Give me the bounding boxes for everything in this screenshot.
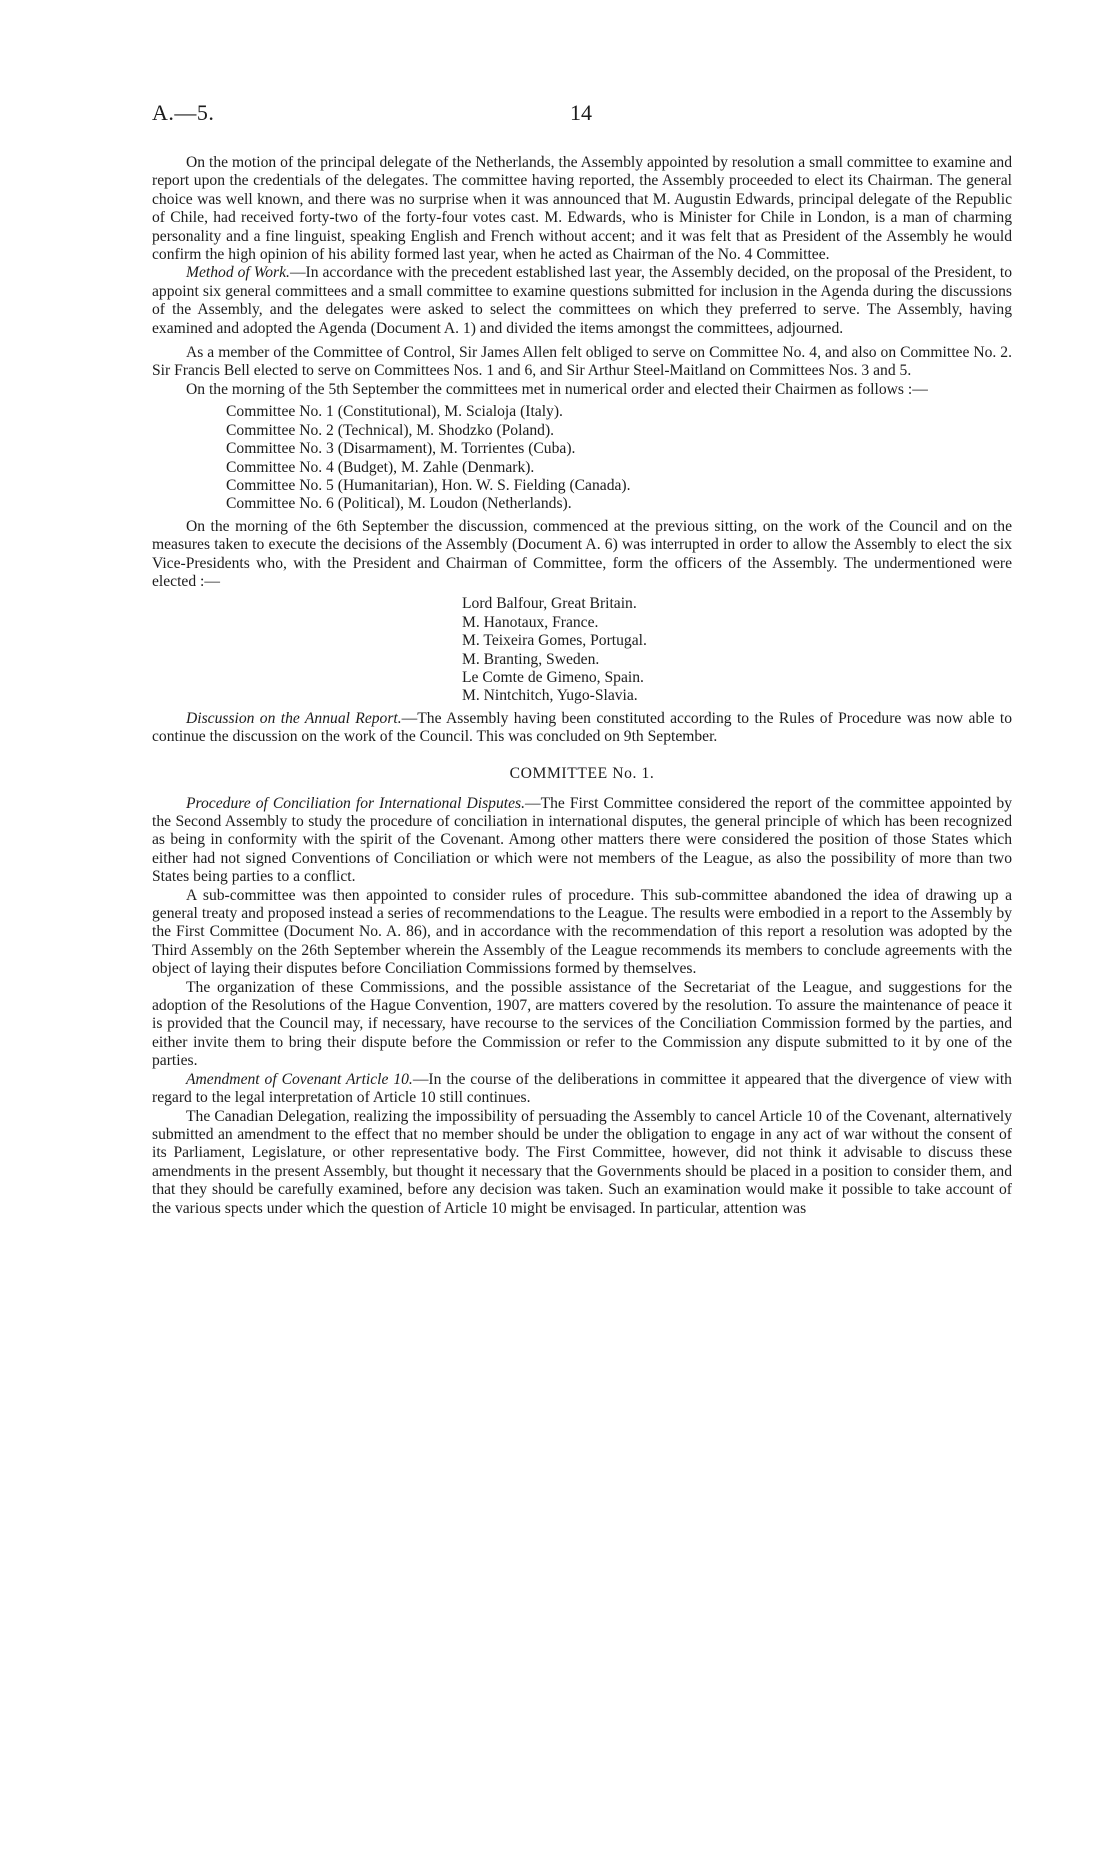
list-item: M. Branting, Sweden.: [462, 650, 600, 668]
paragraph-title: Procedure of Conciliation for International Disputes.: [186, 794, 525, 812]
paragraph-text: —In the course of the deliberations in committee it appeared that the divergence of view with regard to the legal interpretation of Article 10 still continues.: [152, 1070, 1012, 1107]
paragraph-title: Method of Work.: [186, 264, 290, 282]
vice-presidents-list: [462, 595, 1012, 705]
paragraph-vice-presidents: On the morning of the 6th September the discussion, commenced at the previous sitting, on the work of the Council and on the measures taken to execute the decisions of the Assembly (Document A. 6) was interrupted in order to allow the Assembly to elect the six Vice-Presidents who, with the President and Chairman of Committee, form the officers of the Assembly. The undermentioned were elected :—: [152, 517, 1012, 590]
list-item: Committee No. 4 (Budget), M. Zahle (Denmark).: [226, 458, 535, 476]
paragraph-text: —In accordance with the precedent established last year, the Assembly decided, on the proposal of the President, to appoint six general committees and a small committee to examine questions submitted for inclusion in the Agenda during the discussions of the Assembly, and the delegates were asked to select the committees on which they preferred to serve. The Assembly, having examined and adopted the Agenda (Document A. 1) and divided the items amongst the committees, adjourned.: [152, 264, 1012, 337]
page-number: 14: [570, 100, 592, 125]
paragraph-method-of-work: [152, 264, 1012, 338]
section-heading: COMMITTEE No. 1.: [509, 764, 655, 782]
committee-chairmen-list: [226, 403, 1012, 513]
paragraph-title: Discussion on the Annual Report.: [186, 709, 402, 727]
paragraph-commissions: The organization of these Commissions, and the possible assistance of the Secretariat of the League, and suggestions for the adoption of the Resolutions of the Hague Convention, 1907, are matters covered by the resolution. To assure the maintenance of peace it is provided that the Council may, if necessary, have recourse to the services of the Conciliation Commission formed by the parties, and either invite them to bring their dispute before the Commission or refer to the Commission any dispute submitted to it by one of the parties.: [152, 978, 1012, 1070]
list-item: M. Nintchitch, Yugo-Slavia.: [462, 687, 638, 705]
list-item: Committee No. 3 (Disarmament), M. Torrientes (Cuba).: [226, 440, 576, 458]
list-item: M. Teixeira Gomes, Portugal.: [462, 632, 647, 650]
list-item: Lord Balfour, Great Britain.: [462, 595, 637, 613]
list-item: M. Hanotaux, France.: [462, 613, 599, 631]
list-item: Committee No. 6 (Political), M. Loudon (Netherlands).: [226, 495, 572, 513]
paragraph-annual-report: [152, 710, 1012, 747]
list-item: Committee No. 2 (Technical), M. Shodzko (Poland).: [226, 421, 555, 439]
paragraph-conciliation-procedure: [152, 795, 1012, 887]
paragraph-credentials: On the motion of the principal delegate of the Netherlands, the Assembly appointed by resolution a small committee to examine and report upon the credentials of the delegates. The committee having reported, the Assembly proceeded to elect its Chairman. The general choice was well known, and there was no surprise when it was announced that M. Augustin Edwards, principal delegate of the Republic of Chile, had received forty-two of the forty-four votes cast. M. Edwards, who is Minister for Chile in London, is a man of charming personality and a fine linguist, speaking English and French without accent; and it was felt that as President of the Assembly he would confirm the high opinion of his ability formed last year, when he acted as Chairman of the No. 4 Committee.: [152, 154, 1012, 264]
paragraph-article-10: [152, 1071, 1012, 1108]
list-item: Committee No. 5 (Humanitarian), Hon. W. S. Fielding (Canada).: [226, 476, 631, 494]
document-page: [152, 100, 1012, 1218]
paragraph-chairmen-intro: On the morning of the 5th September the committees met in numerical order and elected their Chairmen as follows :—: [186, 380, 928, 398]
page-header: [152, 100, 1012, 130]
paragraph-canadian-delegation: The Canadian Delegation, realizing the impossibility of persuading the Assembly to cancel Article 10 of the Covenant, alternatively submitted an amendment to the effect that no member should be under the obligation to engage in any act of war without the consent of its Parliament, Legislature, or other representative body. The First Committee, however, did not think it advisable to discuss these amendments in the present Assembly, but thought it necessary that the Governments should be placed in a position to consider them, and that they should be carefully examined, before any decision was taken. Such an examination would make it possible to take account of the various spects under which the question of Article 10 might be envisaged. In particular, attention was: [152, 1107, 1012, 1217]
paragraph-title: Amendment of Covenant Article 10.: [186, 1070, 413, 1088]
list-item: Le Comte de Gimeno, Spain.: [462, 668, 644, 686]
paragraph-committee-assignments: As a member of the Committee of Control, Sir James Allen felt obliged to serve on Committee No. 4, and also on Committee No. 2. Sir Francis Bell elected to serve on Committees Nos. 1 and 6, and Sir Arthur Steel-Maitland on Committees Nos. 3 and 5.: [152, 344, 1012, 380]
document-reference: A.—5.: [152, 100, 215, 125]
paragraph-sub-committee: A sub-committee was then appointed to consider rules of procedure. This sub-committee abandoned the idea of drawing up a general treaty and proposed instead a series of recommendations to the League. The results were embodied in a report to the Assembly by the First Committee (Document No. A. 86), and in accordance with the recommendation of this report a resolution was adopted by the Third Assembly on the 26th September wherein the Assembly of the League recommends its members to conclude agreements with the object of laying their disputes before Conciliation Commissions formed by themselves.: [152, 886, 1012, 978]
paragraph-text: —The Assembly having been constituted according to the Rules of Procedure was now able to continue the discussion on the work of the Council. This was concluded on 9th September.: [152, 709, 1012, 746]
list-item: Committee No. 1 (Constitutional), M. Scialoja (Italy).: [226, 403, 563, 421]
paragraph-text: —The First Committee considered the report of the committee appointed by the Second Assembly to study the procedure of conciliation in international disputes, the general principle of which has been recognized as being in conformity with the spirit of the Covenant. Among other matters there were considered the position of those States which either had not signed Conventions of Conciliation or which were not members of the League, as also the possibility of more than two States being parties to a conflict.: [152, 794, 1012, 886]
